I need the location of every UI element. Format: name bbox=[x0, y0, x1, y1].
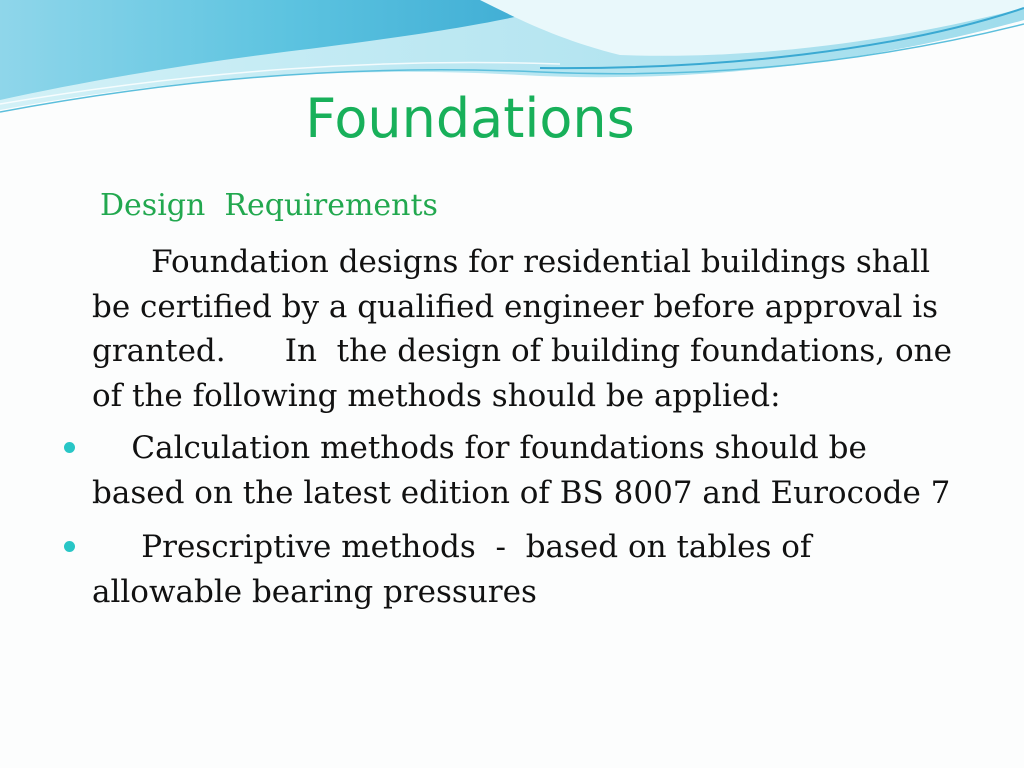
paragraph-line: Foundation designs for residential buildings shall bbox=[92, 244, 931, 280]
bullet-line: based on the latest edition of BS 8007 and Eurocode 7 bbox=[92, 475, 951, 511]
bullet-text bbox=[92, 525, 811, 615]
bullet-text bbox=[92, 426, 950, 516]
bullet-line: allowable bearing pressures bbox=[92, 574, 537, 610]
intro-paragraph bbox=[92, 240, 992, 418]
slide-title: Foundations bbox=[305, 87, 635, 150]
paragraph-line: of the following methods should be applied: bbox=[92, 377, 781, 414]
paragraph-line: be certified by a qualified engineer before approval is bbox=[92, 288, 939, 325]
bullet-dot-icon bbox=[64, 442, 75, 453]
bullet-dot-icon bbox=[64, 541, 75, 552]
bullet-line: Calculation methods for foundations should be bbox=[92, 430, 867, 466]
bullet-line: Prescriptive methods - based on tables of bbox=[92, 529, 812, 565]
paragraph-line: granted. In the design of building foundations, one bbox=[92, 333, 952, 369]
section-subtitle: Design Requirements bbox=[100, 188, 438, 223]
